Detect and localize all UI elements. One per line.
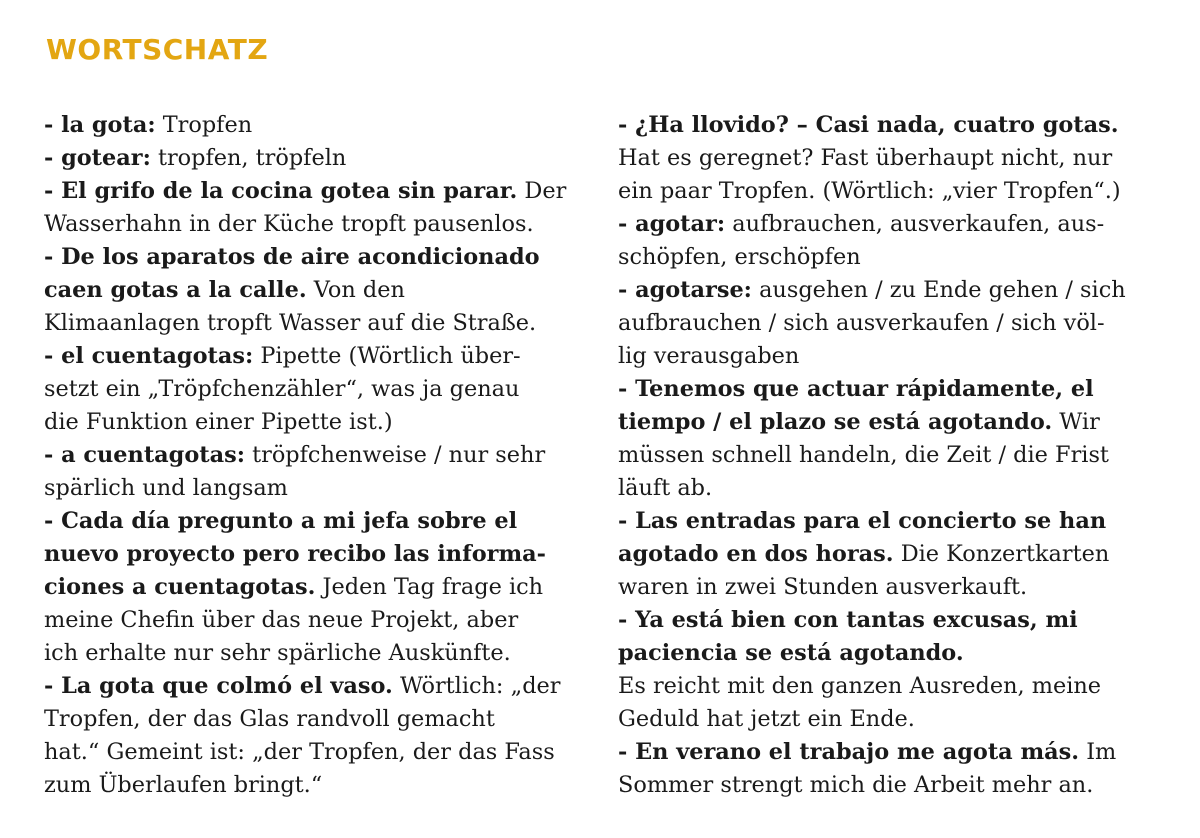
entry-line bbox=[618, 670, 1178, 703]
entry-translation: setzt ein „Tröpfchenzähler“, was ja genau bbox=[44, 376, 520, 402]
entry-translation: Tropfen bbox=[155, 112, 253, 138]
entry-translation: Wörtlich: „der bbox=[392, 673, 561, 699]
entry-translation: Die Konzertkarten bbox=[893, 541, 1110, 567]
entry-line bbox=[44, 274, 592, 307]
entry-line bbox=[44, 175, 592, 208]
entry-translation: Im bbox=[1079, 739, 1117, 765]
entry-line bbox=[44, 208, 592, 241]
entry-line bbox=[618, 571, 1178, 604]
entry-line bbox=[618, 472, 1178, 505]
vocabulary-entry bbox=[44, 670, 592, 802]
entry-translation: Pipette (Wörtlich über- bbox=[253, 343, 521, 369]
entry-line bbox=[44, 703, 592, 736]
entry-term: agotado en dos horas. bbox=[618, 541, 894, 567]
entry-term: - La gota que colmó el vaso. bbox=[44, 673, 393, 699]
entry-line bbox=[44, 637, 592, 670]
entry-translation: Hat es geregnet? Fast überhaupt nicht, nur bbox=[618, 145, 1113, 171]
entry-translation: ein paar Tropfen. (Wörtlich: „vier Tropfen“.) bbox=[618, 178, 1121, 204]
entry-line bbox=[44, 109, 592, 142]
entry-term: - El grifo de la cocina gotea sin parar. bbox=[44, 178, 518, 204]
entry-line bbox=[44, 604, 592, 637]
section-heading: WORTSCHATZ bbox=[46, 33, 269, 66]
entry-line bbox=[618, 307, 1178, 340]
entry-translation: Tropfen, der das Glas randvoll gemacht bbox=[44, 706, 495, 732]
entry-term: nuevo proyecto pero recibo las informa- bbox=[44, 541, 546, 567]
entry-translation: tropfen, tröpfeln bbox=[150, 145, 347, 171]
entry-translation: waren in zwei Stunden ausverkauft. bbox=[618, 574, 1028, 600]
entry-line bbox=[618, 340, 1178, 373]
entry-line bbox=[618, 142, 1178, 175]
entry-term: - ¿Ha llovido? – Casi nada, cuatro gotas. bbox=[618, 112, 1119, 138]
entry-term: - agotar: bbox=[618, 211, 726, 237]
vocabulary-entry bbox=[44, 109, 592, 142]
entry-term: caen gotas a la calle. bbox=[44, 277, 307, 303]
entry-line bbox=[618, 637, 1178, 670]
entry-term: - De los aparatos de aire acondicionado bbox=[44, 244, 540, 270]
entry-term: - Tenemos que actuar rápidamente, el bbox=[618, 376, 1094, 402]
entry-term: - el cuentagotas: bbox=[44, 343, 254, 369]
entry-line bbox=[618, 208, 1178, 241]
entry-translation: tröpfchenweise / nur sehr bbox=[245, 442, 546, 468]
vocabulary-entry bbox=[618, 736, 1178, 802]
vocabulary-column-right bbox=[618, 109, 1178, 802]
vocabulary-entry bbox=[618, 505, 1178, 604]
entry-translation: Klimaanlagen tropft Wasser auf die Straße. bbox=[44, 310, 537, 336]
entry-line bbox=[618, 538, 1178, 571]
entry-translation: Es reicht mit den ganzen Ausreden, meine bbox=[618, 673, 1102, 699]
entry-line bbox=[44, 142, 592, 175]
entry-term: tiempo / el plazo se está agotando. bbox=[618, 409, 1053, 435]
entry-line bbox=[618, 736, 1178, 769]
entry-line bbox=[618, 439, 1178, 472]
entry-line bbox=[44, 538, 592, 571]
vocabulary-entry bbox=[44, 439, 592, 505]
entry-line bbox=[618, 373, 1178, 406]
entry-translation: Der bbox=[517, 178, 567, 204]
entry-term: - gotear: bbox=[44, 145, 151, 171]
entry-line bbox=[44, 736, 592, 769]
entry-line bbox=[618, 505, 1178, 538]
entry-translation: zum Überlaufen bringt.“ bbox=[44, 772, 323, 798]
entry-translation: Jeden Tag frage ich bbox=[315, 574, 544, 600]
entry-term: - Las entradas para el concierto se han bbox=[618, 508, 1107, 534]
entry-translation: Von den bbox=[306, 277, 405, 303]
entry-line bbox=[618, 175, 1178, 208]
entry-translation: Geduld hat jetzt ein Ende. bbox=[618, 706, 915, 732]
vocabulary-entry bbox=[618, 373, 1178, 505]
vocabulary-entry bbox=[618, 109, 1178, 208]
entry-term: - a cuentagotas: bbox=[44, 442, 245, 468]
entry-line bbox=[618, 274, 1178, 307]
entry-line bbox=[44, 505, 592, 538]
entry-translation: ausgehen / zu Ende gehen / sich bbox=[751, 277, 1126, 303]
entry-line bbox=[618, 241, 1178, 274]
entry-line bbox=[44, 769, 592, 802]
entry-translation: aufbrauchen, ausverkaufen, aus- bbox=[725, 211, 1105, 237]
vocabulary-entry bbox=[44, 340, 592, 439]
entry-line bbox=[44, 340, 592, 373]
entry-translation: Sommer strengt mich die Arbeit mehr an. bbox=[618, 772, 1094, 798]
entry-translation: aufbrauchen / sich ausverkaufen / sich völ- bbox=[618, 310, 1105, 336]
entry-translation: müssen schnell handeln, die Zeit / die Frist bbox=[618, 442, 1109, 468]
vocabulary-entry bbox=[618, 274, 1178, 373]
entry-translation: meine Chefin über das neue Projekt, aber bbox=[44, 607, 519, 633]
entry-line bbox=[44, 472, 592, 505]
entry-term: ciones a cuentagotas. bbox=[44, 574, 316, 600]
entry-term: - la gota: bbox=[44, 112, 156, 138]
entry-term: paciencia se está agotando. bbox=[618, 640, 964, 666]
entry-translation: Wir bbox=[1052, 409, 1100, 435]
entry-line bbox=[618, 406, 1178, 439]
entry-line bbox=[44, 670, 592, 703]
entry-line bbox=[618, 604, 1178, 637]
vocabulary-entry bbox=[44, 175, 592, 241]
vocabulary-entry bbox=[44, 142, 592, 175]
entry-line bbox=[44, 406, 592, 439]
vocabulary-entry bbox=[618, 208, 1178, 274]
entry-translation: Wasserhahn in der Küche tropft pausenlos. bbox=[44, 211, 534, 237]
entry-translation: hat.“ Gemeint ist: „der Tropfen, der das Fass bbox=[44, 739, 555, 765]
vocabulary-column-left bbox=[44, 109, 592, 802]
entry-line bbox=[44, 373, 592, 406]
entry-line bbox=[618, 769, 1178, 802]
entry-line bbox=[44, 241, 592, 274]
vocabulary-entry bbox=[618, 604, 1178, 736]
entry-line bbox=[618, 703, 1178, 736]
entry-translation: läuft ab. bbox=[618, 475, 713, 501]
entry-translation: lig verausgaben bbox=[618, 343, 800, 369]
entry-line bbox=[44, 439, 592, 472]
entry-translation: ich erhalte nur sehr spärliche Auskünfte. bbox=[44, 640, 511, 666]
entry-translation: die Funktion einer Pipette ist.) bbox=[44, 409, 393, 435]
entry-translation: schöpfen, erschöpfen bbox=[618, 244, 861, 270]
entry-translation: spärlich und langsam bbox=[44, 475, 288, 501]
entry-line bbox=[44, 571, 592, 604]
vocabulary-entry bbox=[44, 241, 592, 340]
entry-line bbox=[618, 109, 1178, 142]
vocabulary-entry bbox=[44, 505, 592, 670]
entry-term: - En verano el trabajo me agota más. bbox=[618, 739, 1080, 765]
entry-term: - Cada día pregunto a mi jefa sobre el bbox=[44, 508, 518, 534]
entry-term: - Ya está bien con tantas excusas, mi bbox=[618, 607, 1078, 633]
entry-term: - agotarse: bbox=[618, 277, 752, 303]
entry-line bbox=[44, 307, 592, 340]
